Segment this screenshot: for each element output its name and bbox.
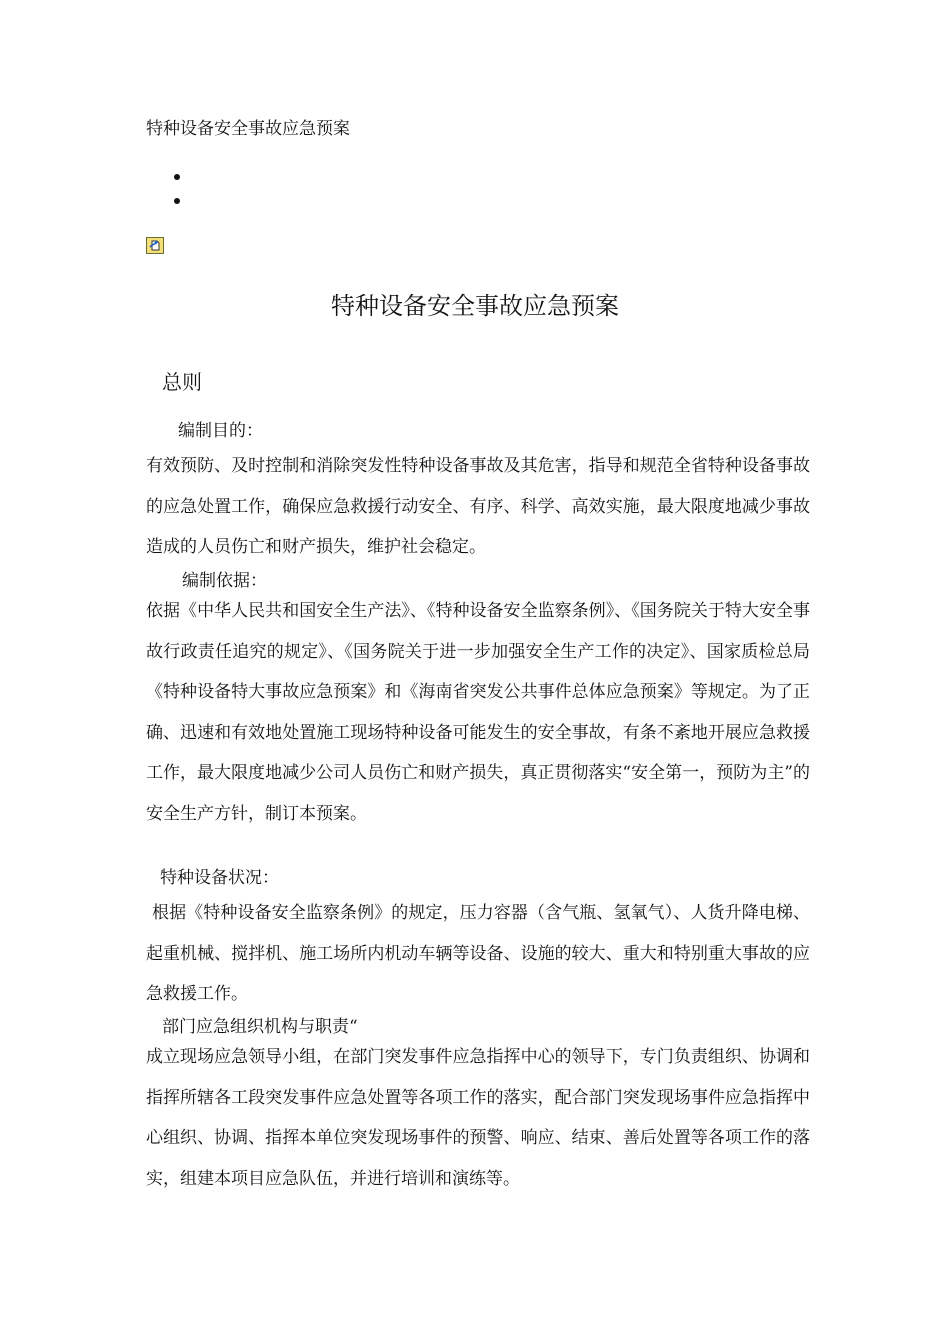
paragraph-equipment-status: 根据《特种设备安全监察条例》的规定，压力容器（含气瓶、氢氧气）、人货升降电梯、起重机械、搅拌机、施工场所内机动车辆等设备、设施的较大、重大和特别重大事故的应急救援工作。 xyxy=(146,903,810,1004)
label-organization: 部门应急组织机构与职责“ xyxy=(162,1017,358,1037)
label-basis: 编制依据： xyxy=(182,571,267,591)
paragraph-purpose: 有效预防、及时控制和消除突发性特种设备事故及其危害，指导和规范全省特种设备事故的应急处置工作，确保应急救援行动安全、有序、科学、高效实施，最大限度地减少事故造成的人员伤亡和财产损失，维护社会稳定。 xyxy=(146,456,810,557)
document-header-title: 特种设备安全事故应急预案 xyxy=(146,119,350,139)
label-equipment-status: 特种设备状况： xyxy=(160,868,279,888)
label-purpose: 编制目的： xyxy=(178,421,263,441)
paragraph-organization: 成立现场应急领导小组，在部门突发事件应急指挥中心的领导下，专门负责组织、协调和指挥所辖各工段突发事件应急处置等各项工作的落实，配合部门突发现场事件应急指挥中心组织、协调、指挥本单位突发现场事件的预警、响应、结束、善后处置等各项工作的落实，组建本项目应急队伍，并进行培训和演练等。 xyxy=(146,1047,810,1189)
page-title: 特种设备安全事故应急预案 xyxy=(331,292,619,320)
section-heading-general: 总则 xyxy=(162,370,202,394)
paragraph-basis: 依据《中华人民共和国安全生产法》、《特种设备安全监察条例》、《国务院关于特大安全事故行政责任追究的规定》、《国务院关于进一步加强安全生产工作的决定》、国家质检总局《特种设备特大事故应急预案》和《海南省突发公共事件总体应急预案》等规定。为了正确、迅速和有效地处置施工现场特种设备可能发生的安全事故，有条不紊地开展应急救援工作，最大限度地减少公司人员伤亡和财产损失，真正贯彻落实“安全第一，预防为主”的安全生产方针，制订本预案。 xyxy=(146,601,810,824)
document-link-icon[interactable] xyxy=(146,237,164,254)
